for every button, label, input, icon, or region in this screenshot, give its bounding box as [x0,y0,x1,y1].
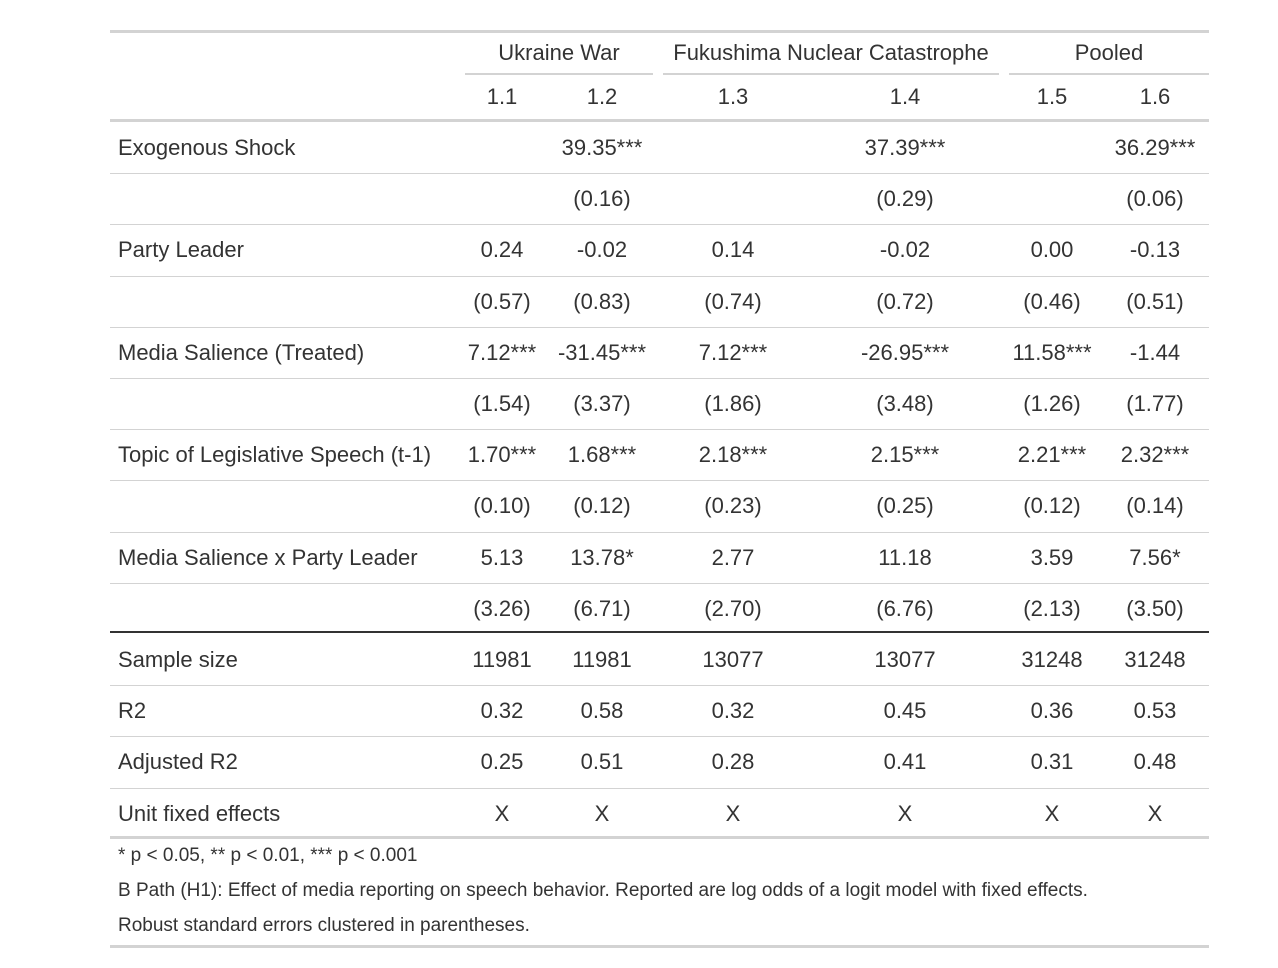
table-cell: (3.26) [473,595,531,621]
table-cell: X [725,800,741,826]
table-cell: 0.41 [883,749,927,775]
table-cell: (0.74) [704,288,762,314]
table-cell: X [1044,800,1060,826]
table-cell: 2.77 [711,544,755,570]
table-cell: 0.36 [1030,698,1074,724]
table-cell [1004,173,1100,224]
table-cell: X [494,800,510,826]
table-cell: (0.72) [876,288,934,314]
stat-row-label: Unit fixed effects [118,800,281,826]
table-cell: (1.54) [473,391,531,416]
table-cell: 1.68*** [567,442,637,468]
table-cell: (0.10) [473,493,531,519]
table-cell: 0.25 [480,749,524,775]
table-cell: 7.12*** [698,339,768,365]
table-cell: 7.56* [1129,544,1181,570]
table-cell: (0.12) [573,493,631,519]
table-row-label: Party Leader [118,237,244,263]
table-cell: 11981 [572,647,632,672]
table-cell: (1.26) [1023,391,1081,416]
table-cell: 0.31 [1030,749,1074,775]
table-cell: -0.13 [1129,237,1181,263]
table-cell: 39.35*** [561,135,643,160]
table-cell: 2.21*** [1017,442,1087,468]
table-cell: (1.77) [1126,391,1184,416]
table-cell: (2.70) [704,595,762,621]
column-header-1-1: 1.1 [486,84,518,109]
table-cell: 36.29*** [1114,135,1196,160]
stat-row-label: R2 [118,698,147,724]
table-cell: (6.76) [876,595,934,621]
table-cell: 0.32 [480,698,524,724]
table-cell: (3.48) [876,391,934,416]
table-cell: (0.51) [1126,288,1184,314]
table-cell: 13.78* [570,544,634,570]
table-cell: (0.12) [1023,493,1081,519]
table-cell: 0.32 [711,698,755,724]
table-top-rule [110,30,1209,33]
table-cell [1004,122,1100,173]
table-cell: (0.46) [1023,288,1081,314]
table-cell: 0.48 [1133,749,1177,775]
table-cell: 1.70*** [467,442,537,468]
group-rule-fukushima [663,73,999,75]
table-cell: 11.18 [878,544,932,570]
table-row-label: Media Salience (Treated) [118,339,365,365]
table-cell: 0.14 [711,237,755,263]
column-header-1-2: 1.2 [586,84,618,109]
table-cell: 31248 [1021,647,1083,672]
table-cell: 0.45 [883,698,927,724]
table-cell: 11981 [472,647,532,672]
table-cell: (3.37) [573,391,631,416]
table-cell: -31.45*** [557,339,647,365]
table-cell: 2.15*** [870,442,940,468]
table-cell: 2.32*** [1120,442,1190,468]
table-cell: 3.59 [1030,544,1074,570]
column-header-1-4: 1.4 [889,84,921,109]
footer-bottom-rule [110,945,1209,948]
table-cell: 31248 [1124,647,1186,672]
table-cell: 0.51 [580,749,624,775]
table-cell: (0.06) [1126,186,1184,212]
table-cell: 13077 [874,647,936,672]
table-cell: -0.02 [576,237,628,263]
table-cell: 2.18*** [698,442,768,468]
column-header-1-5: 1.5 [1036,84,1068,109]
table-cell: (0.16) [573,186,631,212]
table-cell: 0.00 [1030,237,1074,263]
table-cell: (0.14) [1126,493,1184,519]
group-header-pooled: Pooled [1074,40,1144,65]
column-header-1-6: 1.6 [1139,84,1171,109]
table-cell: X [1147,800,1163,826]
table-cell [678,122,788,173]
group-header-ukraine-war: Ukraine War [498,40,620,65]
table-cell: (0.25) [876,493,934,519]
footnote-standard-errors: Robust standard errors clustered in parentheses. [118,915,530,936]
group-rule-pooled [1009,73,1209,75]
column-header-1-3: 1.3 [717,84,749,109]
table-cell: (0.83) [573,288,631,314]
table-cell: 0.28 [711,749,755,775]
table-cell: (3.50) [1126,595,1184,621]
table-cell: 0.58 [580,698,624,724]
table-cell: X [594,800,610,826]
table-cell: 13077 [702,647,764,672]
group-rule-ukraine-war [465,73,653,75]
table-cell: X [897,800,913,826]
footnote-significance: * p < 0.05, ** p < 0.01, *** p < 0.001 [118,845,418,866]
table-row-label: Topic of Legislative Speech (t-1) [118,442,432,468]
table-cell: (0.23) [704,493,762,519]
table-cell: (0.57) [473,288,531,314]
table-cell: (6.71) [573,595,631,621]
table-cell: (1.86) [704,391,762,416]
stat-row-label: Sample size [118,647,238,672]
table-cell [678,173,788,224]
table-cell: 5.13 [480,544,524,570]
table-row-label: Media Salience x Party Leader [118,544,418,570]
table-cell: -26.95*** [860,339,950,365]
table-cell [459,122,545,173]
table-cell: 37.39*** [864,135,946,160]
table-cell: (0.29) [876,186,934,212]
footnote-description: B Path (H1): Effect of media reporting on speech behavior. Reported are log odds of a logit model with fixed effects. [118,880,1088,901]
table-row-label: Exogenous Shock [118,135,296,160]
table-cell: 11.58*** [1012,339,1092,365]
table-cell: (2.13) [1023,595,1081,621]
table-cell [459,173,545,224]
table-cell: 7.12*** [467,339,537,365]
table-cell: 0.24 [480,237,524,263]
stat-row-label: Adjusted R2 [118,749,238,775]
group-header-fukushima: Fukushima Nuclear Catastrophe [673,40,989,65]
table-cell: -0.02 [879,237,931,263]
table-cell: 0.53 [1133,698,1177,724]
table-cell: -1.44 [1129,339,1181,365]
